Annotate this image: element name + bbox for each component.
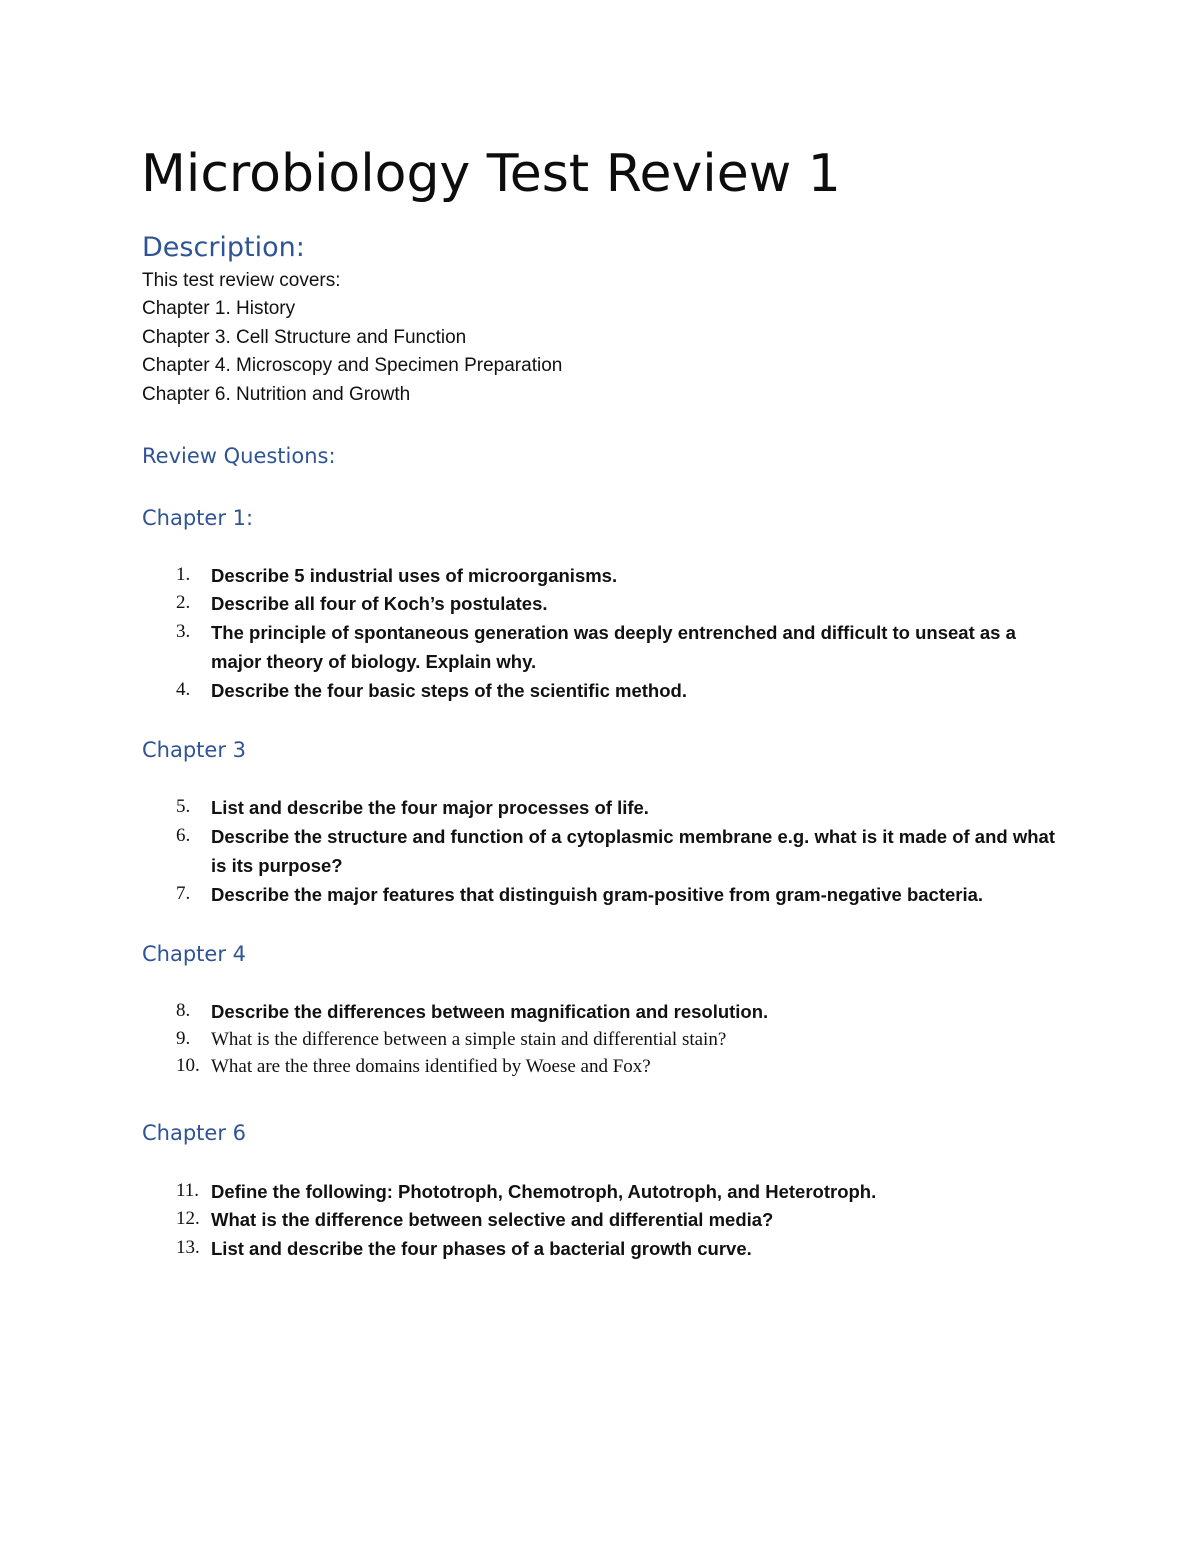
question-text: Describe the major features that distinguish gram-positive from gram-negative bacteria. [211, 884, 984, 905]
chapter-4-heading: Chapter 4 [142, 942, 246, 966]
question-number: 6. [176, 825, 191, 846]
question-text: What are the three domains identified by Woese and Fox? [211, 1056, 651, 1077]
question-text: Describe the four basic steps of the scientific method. [211, 680, 687, 701]
question-number: 8. [176, 1000, 191, 1021]
question-text: Describe the differences between magnification and resolution. [211, 1001, 769, 1022]
question-number: 7. [176, 883, 191, 904]
question-number: 12. [176, 1208, 200, 1229]
covered-chapter-4: Chapter 4. Microscopy and Specimen Preparation [142, 355, 563, 376]
covered-chapter-3: Chapter 3. Cell Structure and Function [142, 327, 467, 348]
question-number: 9. [176, 1028, 191, 1049]
question-number: 5. [176, 796, 191, 817]
description-intro: This test review covers: [142, 270, 341, 291]
question-text: Define the following: Phototroph, Chemotroph, Autotroph, and Heterotroph. [211, 1181, 877, 1202]
question-text: What is the difference between selective and differential media? [211, 1209, 774, 1230]
question-text: Describe 5 industrial uses of microorganisms. [211, 565, 618, 586]
chapter-3-heading: Chapter 3 [142, 738, 246, 762]
document-title: Microbiology Test Review 1 [141, 144, 841, 204]
question-number: 13. [176, 1237, 200, 1258]
question-number: 2. [176, 592, 191, 613]
question-number: 11. [176, 1180, 200, 1201]
question-number: 4. [176, 679, 191, 700]
question-text: Describe the structure and function of a cytoplasmic membrane e.g. what is it made of and what is its purpose? [211, 826, 1055, 876]
question-text: Describe all four of Koch’s postulates. [211, 593, 548, 614]
question-text: What is the difference between a simple stain and differential stain? [211, 1029, 727, 1050]
covered-chapter-6: Chapter 6. Nutrition and Growth [142, 384, 411, 405]
question-text: List and describe the four major processes of life. [211, 797, 649, 818]
description-heading: Description: [142, 232, 305, 263]
question-number: 3. [176, 621, 191, 642]
question-number: 10. [176, 1055, 200, 1076]
chapter-1-heading: Chapter 1: [142, 506, 254, 530]
review-questions-heading: Review Questions: [142, 444, 336, 468]
question-number: 1. [176, 564, 191, 585]
covered-chapter-1: Chapter 1. History [142, 298, 296, 319]
question-text: The principle of spontaneous generation was deeply entrenched and difficult to unseat as a major theory of biology. Explain why. [211, 622, 1016, 672]
chapter-6-heading: Chapter 6 [142, 1121, 246, 1145]
question-text: List and describe the four phases of a bacterial growth curve. [211, 1238, 752, 1259]
